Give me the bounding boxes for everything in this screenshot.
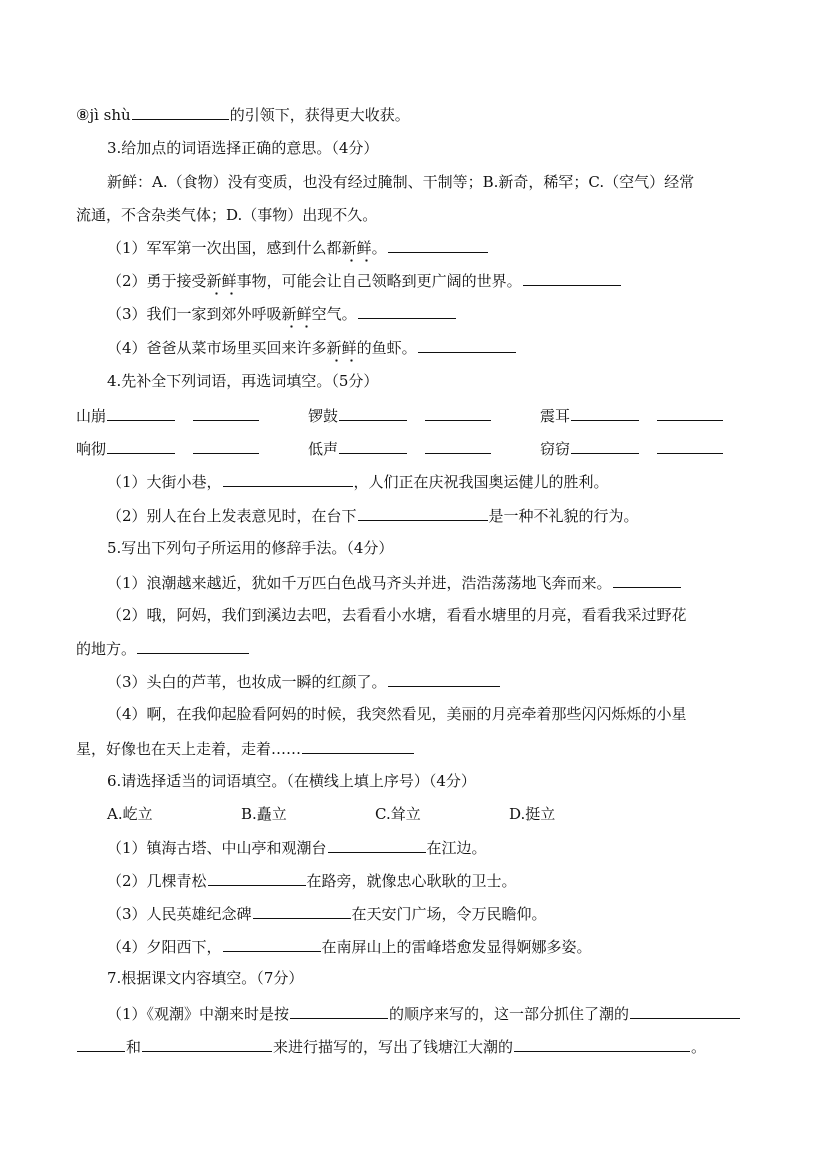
question-3-item: （4）爸爸从菜市场里买回来许多新鲜的鱼虾。: [107, 337, 517, 357]
question-6-item: （2）几棵青松 在路旁，就像忠心耿耿的卫士。: [107, 872, 517, 890]
answer-blank[interactable]: [418, 337, 516, 353]
question-6-item: （3）人民英雄纪念碑 在天安门广场，令万民瞻仰。: [107, 905, 547, 923]
pinyin-prompt: ⑧jì shù: [76, 106, 131, 124]
answer-blank[interactable]: [193, 405, 259, 421]
question-5-item: （3）头白的芦苇，也妆成一瞬的红颜了。: [107, 671, 501, 691]
question-7-item-cont: 和 来进行描写的，写出了钱塘江大潮的 。: [76, 1036, 706, 1056]
answer-blank[interactable]: [107, 405, 175, 421]
answer-blank[interactable]: [132, 104, 229, 120]
question-3-title: 3.给加点的词语选择正确的意思。（4分）: [107, 139, 379, 157]
question-5-item: （1）浪潮越来越近，犹如千万匹白色战马齐头并进，浩浩荡荡地飞奔而来。: [107, 572, 682, 592]
option-list: [107, 804, 643, 824]
question-2-item-8: ⑧jì shù 的引领下，获得更大收获。: [76, 106, 410, 124]
answer-blank[interactable]: [613, 572, 681, 588]
answer-blank[interactable]: [107, 438, 175, 454]
question-5-item-cont: 星，好像也在天上走着，走着……: [76, 738, 415, 758]
answer-blank[interactable]: [137, 638, 249, 654]
question-4-sentence: （1）大街小巷， ，人们正在庆祝我国奥运健儿的胜利。: [107, 473, 609, 491]
answer-blank[interactable]: [223, 936, 321, 952]
question-6-item: （4）夕阳西下， 在南屏山上的雷峰塔愈发显得婀娜多姿。: [107, 938, 592, 956]
dotted-word: 新鲜: [281, 305, 312, 323]
answer-blank[interactable]: [339, 405, 407, 421]
answer-blank[interactable]: [657, 438, 723, 454]
definition-line: 流通，不含杂类气体；D.（事物）出现不久。: [76, 206, 378, 224]
question-5-item-cont: 的地方。: [76, 638, 250, 658]
answer-blank[interactable]: [290, 1003, 388, 1019]
question-5-title: 5.写出下列句子所运用的修辞手法。（4分）: [107, 539, 394, 557]
answer-blank[interactable]: [193, 438, 259, 454]
question-6-title: 6.请选择适当的词语填空。（在横线上填上序号）（4分）: [107, 772, 476, 790]
word-row: 响彻 低声 窃窃: [76, 438, 772, 459]
answer-blank[interactable]: [571, 405, 639, 421]
answer-blank[interactable]: [388, 237, 488, 253]
option: D.挺立: [509, 805, 556, 823]
answer-blank[interactable]: [358, 303, 456, 319]
question-4-sentence: （2）别人在台上发表意见时，在台下 是一种不礼貌的行为。: [107, 507, 639, 525]
answer-blank[interactable]: [328, 837, 426, 853]
answer-blank[interactable]: [523, 270, 621, 286]
option: A.屹立: [107, 805, 153, 823]
definition-line: 新鲜：A.（食物）没有变质，也没有经过腌制、干制等；B.新奇，稀罕；C.（空气）经常: [107, 173, 695, 191]
answer-blank[interactable]: [339, 438, 407, 454]
question-5-item: （4）啊，在我仰起脸看阿妈的时候，我突然看见，美丽的月亮牵着那些闪闪烁烁的小星: [107, 705, 687, 723]
question-7-title: 7.根据课文内容填空。（7分）: [107, 969, 304, 987]
answer-blank[interactable]: [657, 405, 723, 421]
question-3-item: （1）军军第一次出国，感到什么都新鲜。: [107, 237, 489, 257]
answer-blank[interactable]: [571, 438, 639, 454]
answer-blank[interactable]: [223, 471, 353, 487]
question-3-item: （2）勇于接受新鲜事物，可能会让自己领略到更广阔的世界。: [107, 270, 622, 290]
question-6-item: （1）镇海古塔、中山亭和观潮台 在江边。: [107, 839, 487, 857]
option: C.耸立: [375, 805, 421, 823]
answer-blank[interactable]: [142, 1036, 272, 1052]
question-4-title: 4.先补全下列词语，再选词填空。（5分）: [107, 372, 379, 390]
question-5-item: （2）哦，阿妈，我们到溪边去吧，去看看小水塘，看看水塘里的月亮，看看我采过野花: [107, 606, 687, 624]
dotted-word: 新鲜: [341, 239, 372, 257]
answer-blank[interactable]: [388, 671, 500, 687]
option: B.矗立: [241, 805, 287, 823]
answer-blank[interactable]: [425, 438, 491, 454]
answer-blank[interactable]: [358, 505, 488, 521]
answer-blank[interactable]: [208, 870, 306, 886]
question-3-item: （3）我们一家到郊外呼吸新鲜空气。: [107, 303, 457, 323]
dotted-word: 新鲜: [326, 339, 357, 357]
answer-blank[interactable]: [253, 903, 351, 919]
answer-blank[interactable]: [514, 1036, 690, 1052]
answer-blank[interactable]: [630, 1003, 740, 1019]
word-row: 山崩 锣鼓 震耳: [76, 405, 772, 426]
answer-blank[interactable]: [77, 1036, 125, 1052]
dotted-word: 新鲜: [206, 272, 237, 290]
answer-blank[interactable]: [302, 738, 414, 754]
question-7-item: （1）《观潮》中潮来时是按 的顺序来写的，这一部分抓住了潮的: [107, 1003, 741, 1023]
answer-blank[interactable]: [425, 405, 491, 421]
